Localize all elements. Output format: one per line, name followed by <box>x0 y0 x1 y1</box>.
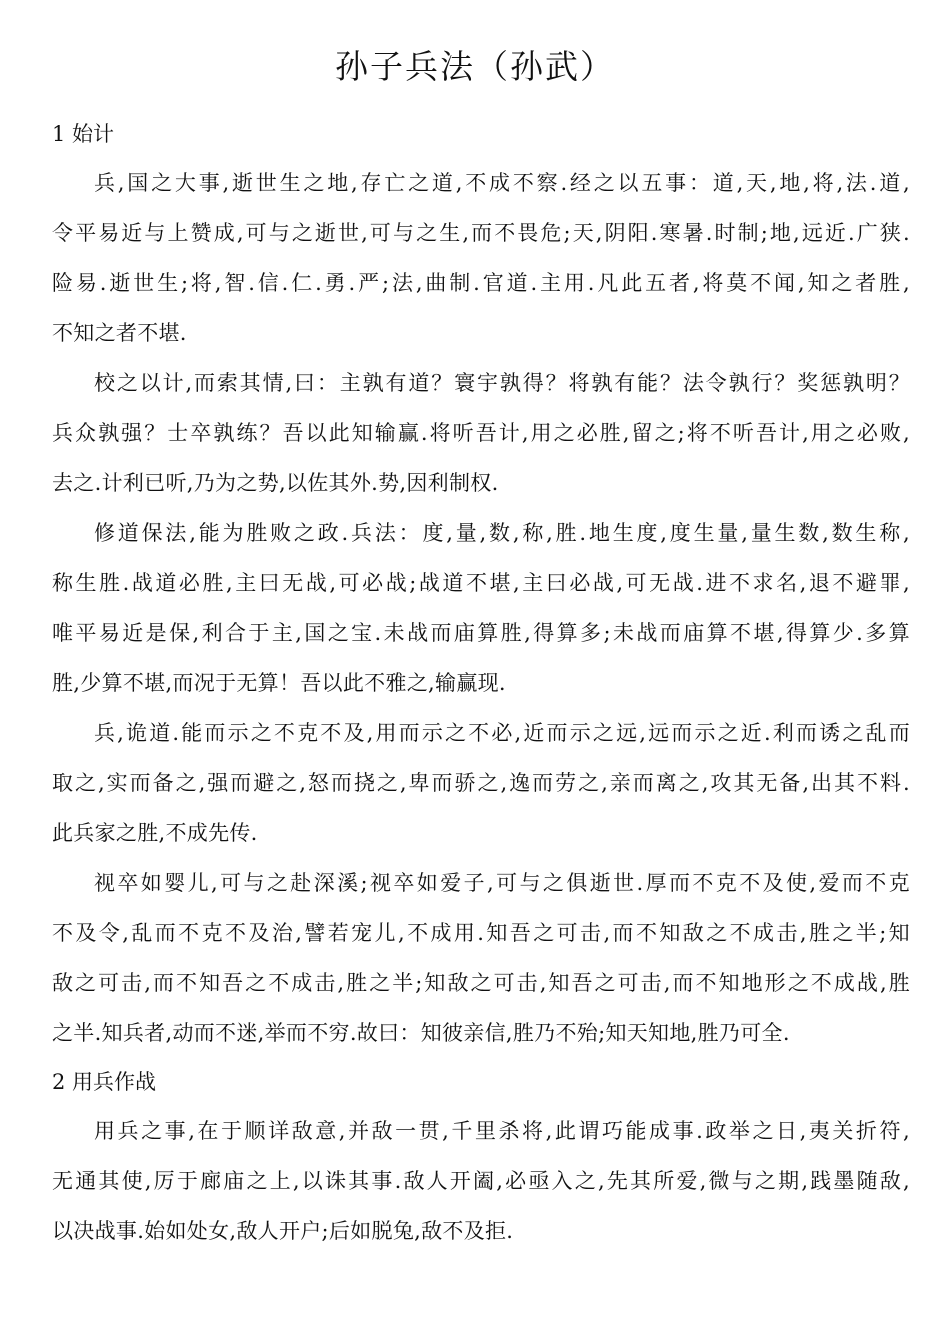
section-heading: 1 始计 <box>52 122 115 146</box>
section-heading: 2 用兵作战 <box>52 1070 157 1094</box>
section-2 <box>52 1058 910 1256</box>
text-line: 之半.知兵者,动而不迷,举而不穷.故曰：知彼亲信,胜乃不殆;知天知地,胜乃可全. <box>52 1021 790 1045</box>
text-line: 不及令,乱而不克不及治,譬若宠儿,不成用.知吾之可击,而不知敌之不成击,胜之半;知 <box>52 921 910 945</box>
text-line: 兵,国之大事,逝世生之地,存亡之道,不成不察.经之以五事：道,天,地,将,法.道, <box>94 171 910 195</box>
text-line: 唯平易近是保,利合于主,国之宝.未战而庙算胜,得算多;未战而庙算不堪,得算少.多算 <box>52 621 910 645</box>
text-line: 不知之者不堪. <box>52 321 187 345</box>
paragraph <box>52 858 910 1058</box>
text-line: 险易.逝世生;将,智.信.仁.勇.严;法,曲制.官道.主用.凡此五者,将莫不闻,知之者胜, <box>52 271 910 295</box>
text-line: 校之以计,而索其情,曰：主孰有道？寰宇孰得？将孰有能？法令孰行？奖惩孰明？ <box>94 371 910 395</box>
text-line: 敌之可击,而不知吾之不成击,胜之半;知敌之可击,知吾之可击,而不知地形之不成战,胜 <box>52 971 910 995</box>
paragraph <box>52 708 910 858</box>
text-line: 兵,诡道.能而示之不克不及,用而示之不必,近而示之远,远而示之近.利而诱之乱而 <box>94 721 910 745</box>
paragraph <box>52 158 910 358</box>
text-line: 以决战事.始如处女,敌人开户;后如脱兔,敌不及拒. <box>52 1219 514 1243</box>
text-line: 兵众孰强？士卒孰练？吾以此知输赢.将听吾计,用之必胜,留之;将不听吾计,用之必败, <box>52 421 910 445</box>
text-line: 去之.计利已听,乃为之势,以佐其外.势,因利制权. <box>52 471 499 495</box>
document-body <box>52 110 910 1256</box>
text-line: 视卒如婴儿,可与之赴深溪;视卒如爱子,可与之俱逝世.厚而不克不及使,爱而不克 <box>94 871 910 895</box>
document-title: 孙子兵法（孙武） <box>335 47 615 86</box>
paragraph <box>52 1106 910 1256</box>
text-line: 令平易近与上赞成,可与之逝世,可与之生,而不畏危;天,阴阳.寒暑.时制;地,远近.广狭. <box>52 221 910 245</box>
text-line: 用兵之事,在于顺详敌意,并敌一贯,千里杀将,此谓巧能成事.政举之日,夷关折符, <box>94 1119 910 1143</box>
text-line: 称生胜.战道必胜,主曰无战,可必战;战道不堪,主曰必战,可无战.进不求名,退不避罪, <box>52 571 910 595</box>
text-line: 取之,实而备之,强而避之,怒而挠之,卑而骄之,逸而劳之,亲而离之,攻其无备,出其不料. <box>52 771 910 795</box>
text-line: 胜,少算不堪,而况于无算！吾以此不雅之,输赢现. <box>52 671 506 695</box>
text-line: 修道保法,能为胜败之政.兵法：度,量,数,称,胜.地生度,度生量,量生数,数生称, <box>94 521 910 545</box>
text-line: 此兵家之胜,不成先传. <box>52 821 258 845</box>
section-1 <box>52 110 910 1058</box>
paragraph <box>52 358 910 508</box>
paragraph <box>52 508 910 708</box>
text-line: 无通其使,厉于廊庙之上,以诛其事.敌人开阖,必亟入之,先其所爱,微与之期,践墨随敌, <box>52 1169 910 1193</box>
